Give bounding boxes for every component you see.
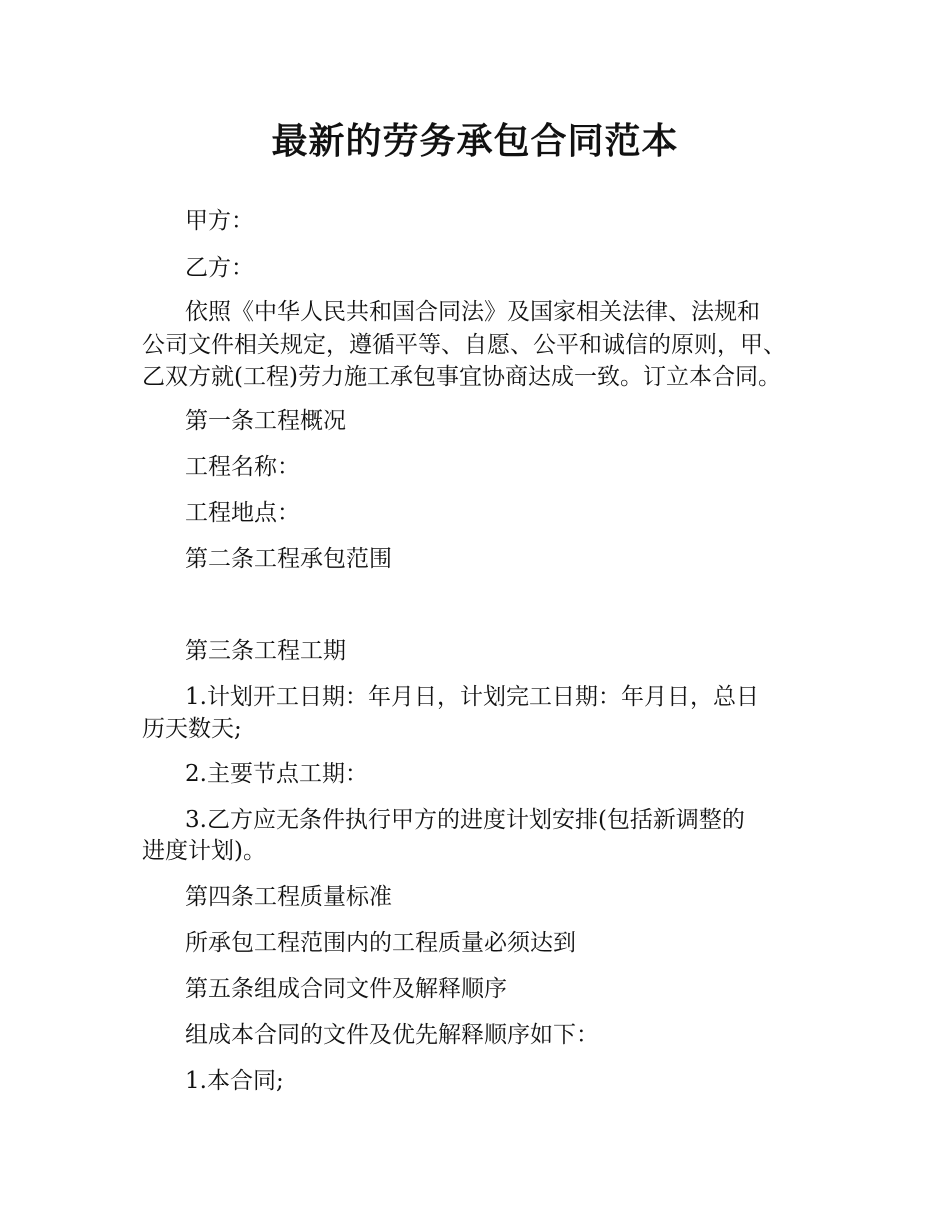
schedule-item-3-line-1: 3.乙方应无条件执行甲方的进度计划安排(包括新调整的	[185, 807, 745, 833]
preamble-line-2: 公司文件相关规定，遵循平等、自愿、公平和诚信的原则，甲、	[142, 332, 786, 358]
preamble-line-1: 依照《中华人民共和国合同法》及国家相关法律、法规和	[185, 299, 760, 325]
contract-document-item-1: 1.本合同;	[185, 1068, 284, 1094]
quality-standard-line: 所承包工程范围内的工程质量必须达到	[185, 930, 576, 956]
project-location-line: 工程地点：	[185, 500, 300, 526]
schedule-item-1-line-1: 1.计划开工日期：年月日，计划完工日期：年月日，总日	[185, 684, 759, 710]
contract-documents-intro: 组成本合同的文件及优先解释顺序如下：	[185, 1022, 599, 1048]
schedule-item-2: 2.主要节点工期：	[185, 761, 368, 787]
article-2-heading: 第二条工程承包范围	[185, 546, 392, 572]
article-4-heading: 第四条工程质量标准	[185, 884, 392, 910]
party-a-line: 甲方：	[185, 208, 254, 234]
party-b-line: 乙方：	[185, 255, 254, 281]
article-3-heading: 第三条工程工期	[185, 638, 346, 664]
article-5-heading: 第五条组成合同文件及解释顺序	[185, 976, 507, 1002]
schedule-item-3-line-2: 进度计划)。	[142, 838, 266, 864]
document-title: 最新的劳务承包合同范本	[271, 121, 679, 162]
preamble-line-3: 乙双方就(工程)劳力施工承包事宜协商达成一致。订立本合同。	[142, 364, 781, 390]
article-1-heading: 第一条工程概况	[185, 408, 346, 434]
schedule-item-1-line-2: 历天数天;	[142, 716, 242, 742]
project-name-line: 工程名称：	[185, 454, 300, 480]
